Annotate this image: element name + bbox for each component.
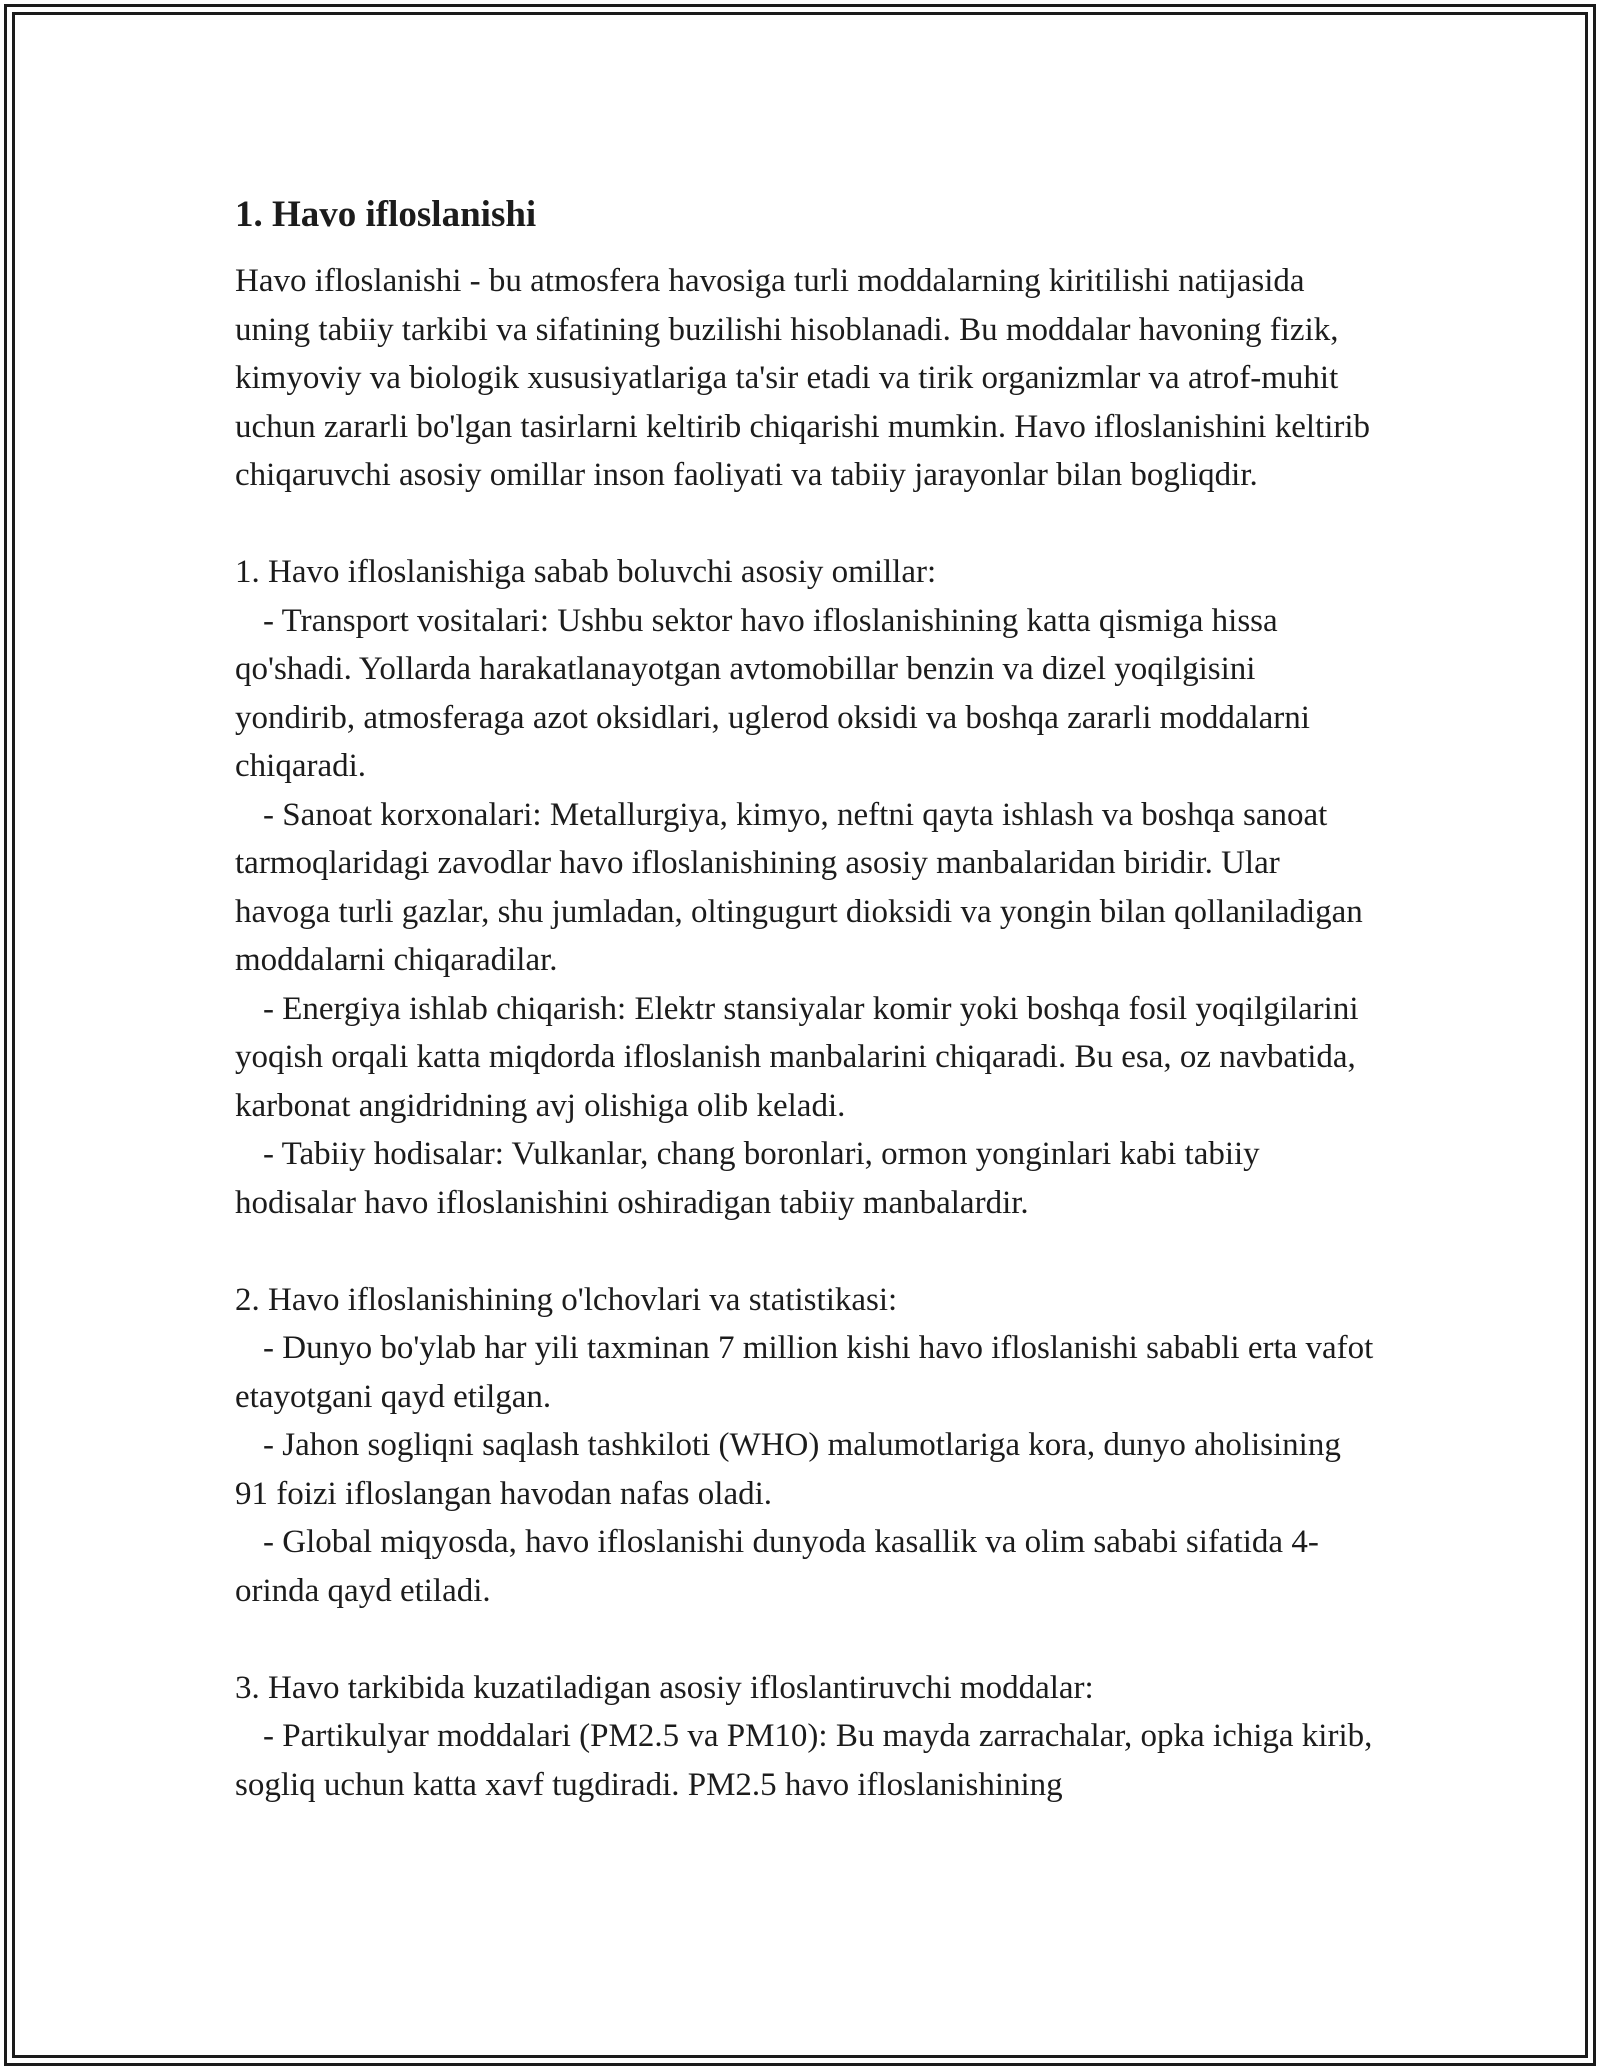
list-item: [235, 1712, 1375, 1809]
section-heading: 3. Havo tarkibida kuzatiladigan asosiy ifloslantiruvchi moddalar:: [235, 1669, 1094, 1706]
list-item-text: - Partikulyar moddalari (PM2.5 va PM10): Bu mayda zarrachalar, opka ichiga kirib, sogliq uchun katta xavf tugdiradi. PM2.5 havo ifloslanishining: [235, 1718, 1373, 1803]
list-item: [235, 597, 1375, 791]
list-item: [235, 1518, 1375, 1615]
spacer: [235, 1615, 1375, 1664]
spacer: [235, 1227, 1375, 1276]
document-title: 1. Havo ifloslanishi: [235, 194, 537, 235]
list-item-text: - Transport vositalari: Ushbu sektor havo ifloslanishining katta qismiga hissa qo'shadi. Yollarda harakatlanayotgan avtomobillar benzin va dizel yoqilgisini yondirib, atmosferaga azot oksidlari, uglerod oksidi va boshqa zararli moddalarni chiqaradi.: [235, 602, 1310, 784]
section-heading: 1. Havo ifloslanishiga sabab boluvchi asosiy omillar:: [235, 554, 937, 590]
list-item: [235, 1324, 1375, 1421]
list-item-text: - Energiya ishlab chiqarish: Elektr stansiyalar komir yoki boshqa fosil yoqilgilarini yoqish orqali katta miqdorda ifloslanish manbalarini chiqaradi. Bu esa, oz navbatida, karbonat angidridning avj olishiga olib keladi.: [235, 990, 1359, 1124]
list-item-text: - Jahon sogliqni saqlash tashkiloti (WHO) malumotlariga kora, dunyo aholisining 91 foizi ifloslangan havodan nafas oladi.: [235, 1427, 1341, 1512]
list-item-text: - Global miqyosda, havo ifloslanishi dunyoda kasallik va olim sababi sifatida 4-orinda qayd etiladi.: [235, 1524, 1319, 1609]
list-item: [235, 1130, 1375, 1227]
list-item-text: - Sanoat korxonalari: Metallurgiya, kimyo, neftni qayta ishlash va boshqa sanoat tarmoqlaridagi zavodlar havo ifloslanishining asosiy manbalaridan biridir. Ular havoga turli gazlar, shu jumladan, oltingugurt dioksidi va yongin bilan qollaniladigan moddalarni chiqaradilar.: [235, 796, 1363, 978]
section-heading: 2. Havo ifloslanishining o'lchovlari va statistikasi:: [235, 1281, 898, 1318]
list-item: [235, 791, 1375, 985]
list-item-text: - Dunyo bo'ylab har yili taxminan 7 million kishi havo ifloslanishi sababli erta vafot etayotgani qayd etilgan.: [235, 1330, 1374, 1415]
list-item-text: - Tabiiy hodisalar: Vulkanlar, chang boronlari, ormon yonginlari kabi tabiiy hodisalar havo ifloslanishini oshiradigan tabiiy manbalardir.: [235, 1136, 1260, 1221]
list-item: [235, 985, 1375, 1131]
intro-paragraph: Havo ifloslanishi - bu atmosfera havosiga turli moddalarning kiritilishi natijasida uning tabiiy tarkibi va sifatining buzilishi hisoblanadi. Bu moddalar havoning fizik, kimyoviy va biologik xususiyatlariga ta'sir etadi va tirik organizmlar va atrof-muhit uchun zararli bo'lgan tasirlarni keltirib chiqarishi mumkin. Havo ifloslanishini keltirib chiqaruvchi asosiy omillar inson faoliyati va tabiiy jarayonlar bilan bogliqdir.: [235, 263, 1371, 493]
document-body: [235, 187, 1375, 1809]
list-item: [235, 1421, 1375, 1518]
spacer: [235, 500, 1375, 549]
